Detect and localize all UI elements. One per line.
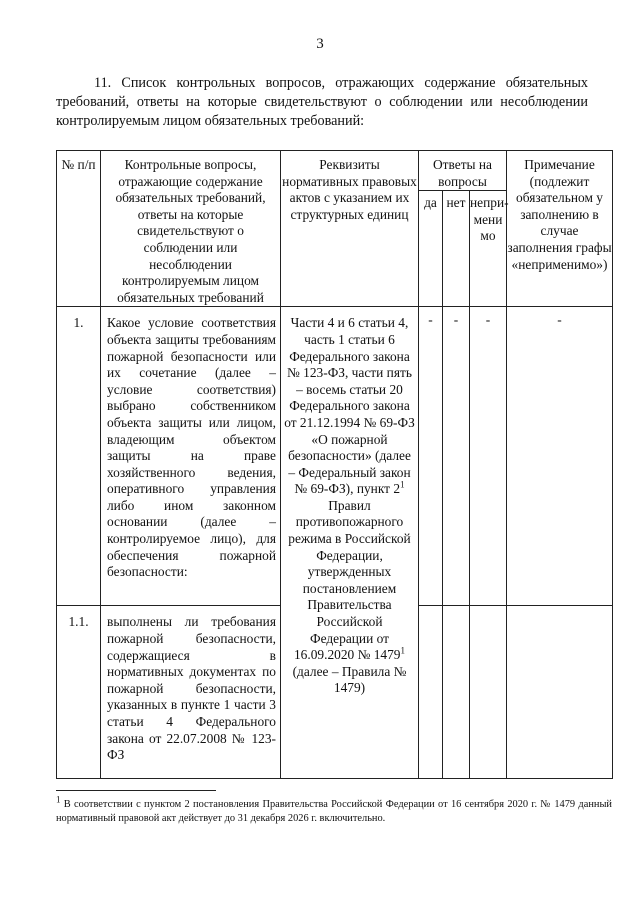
row-num: 1.	[57, 307, 101, 606]
footnote-text: В соответствии с пунктом 2 постановления Правительства Российской Федерации от 16 сентября 2020 г. № 1479 данный нормативный правовой акт действует до 31 декабря 2026 г. включительно.	[56, 799, 612, 824]
row-no: -	[443, 307, 470, 606]
header-note: Примечание (подлежит обязательном у заполнению в случае заполнения графы «неприменимо»)	[507, 151, 613, 307]
row-no	[443, 606, 470, 779]
footnote-divider	[56, 790, 216, 791]
header-no: нет	[443, 191, 470, 307]
row-num: 1.1.	[57, 606, 101, 779]
header-not-applicable: непримени мо	[470, 191, 507, 307]
table-row	[57, 307, 613, 606]
requisites-text-3: (далее – Правила № 1479)	[292, 663, 407, 696]
row-yes: -	[419, 307, 443, 606]
checklist-table	[56, 150, 613, 779]
row-question: выполнены ли требования пожарной безопасности, содержащиеся в нормативных документах по пожарной безопасности, указанных в пункте 1 части 3 статьи 4 Федерального закона от 22.07.2008 № 123-ФЗ	[101, 606, 281, 779]
footnote	[56, 794, 612, 826]
requisites-text: Части 4 и 6 статьи 4, часть 1 статьи 6 Федерального закона № 123-ФЗ, части пять – восемь статьи 20 Федерального закона от 21.12.1994 № 69-ФЗ «О пожарной безопасности» (далее – Федеральный закон № 69-ФЗ), пункт 2	[284, 315, 415, 497]
row-note: -	[507, 307, 613, 606]
header-num: № п/п	[57, 151, 101, 307]
footnote-ref: 1	[400, 645, 405, 656]
footnote-ref: 1	[400, 479, 405, 490]
header-requisites: Реквизиты нормативных правовых актов с указанием их структурных единиц	[281, 151, 419, 307]
header-answers: Ответы на вопросы	[419, 151, 507, 191]
section-intro: 11. Список контрольных вопросов, отражающих содержание обязательных требований, ответы на которые свидетельствуют о соблюдении или несоблюдении контролируемым лицом обязательных требований:	[56, 75, 588, 129]
header-row	[57, 151, 613, 191]
requisites-cell	[281, 307, 419, 779]
row-not-applicable	[470, 606, 507, 779]
page-number: 3	[316, 36, 324, 52]
row-question: Какое условие соответствия объекта защиты требованиям пожарной безопасности или их сочетание (далее – условие соответствия) выбрано собственником объекта защиты или лицом, владеющим объектом защиты на праве хозяйственного ведения, оперативного управления либо ином законном основании (далее – контролируемое лицо), для обеспечения пожарной безопасности:	[101, 307, 281, 606]
header-questions: Контрольные вопросы, отражающие содержание обязательных требований, ответы на которые свидетельствуют о соблюдении или несоблюдении контролируемым лицом обязательных требований	[101, 151, 281, 307]
row-note	[507, 606, 613, 779]
requisites-text-2: Правил противопожарного режима в Российской Федерации, утвержденных постановлением Правительства Российской Федерации от 16.09.2020 № 1479	[288, 497, 411, 663]
row-yes	[419, 606, 443, 779]
header-yes: да	[419, 191, 443, 307]
row-not-applicable: -	[470, 307, 507, 606]
footnote-marker: 1	[56, 794, 61, 805]
